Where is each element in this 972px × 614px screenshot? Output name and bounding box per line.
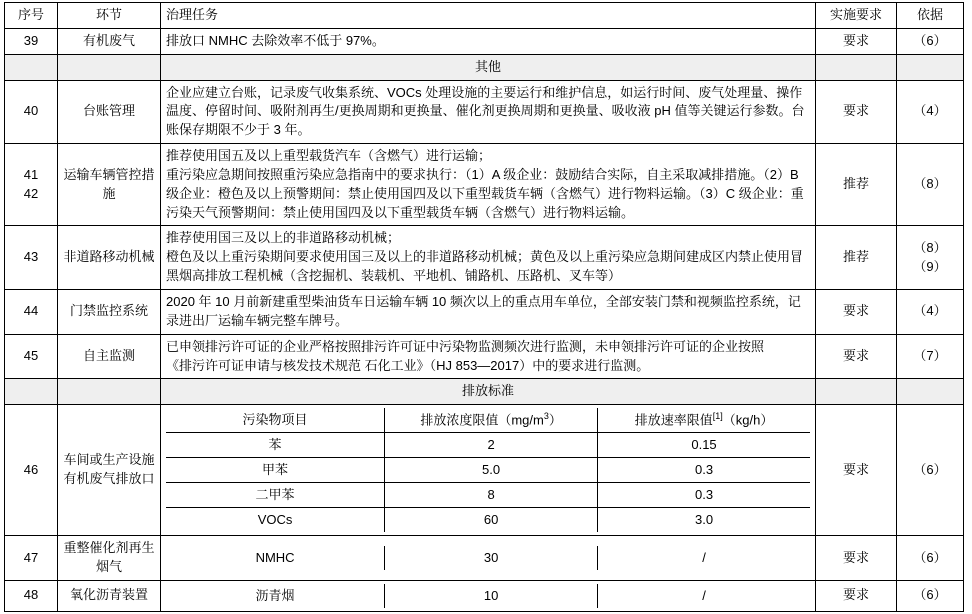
emission-row — [166, 483, 810, 508]
row-basis: （6） — [897, 405, 964, 536]
section-row — [5, 379, 964, 405]
emission-concentration: 60 — [385, 508, 598, 533]
emission-pollutant: NMHC — [166, 546, 385, 570]
emission-row — [166, 458, 810, 483]
row-basis: （6） — [897, 580, 964, 611]
governance-task-table — [4, 2, 964, 612]
row-task-line: 橙色及以上重污染期间要求使用国三及以上的非道路移动机械；黄色及以上重污染应急期间建成区内禁止使用冒黑烟高排放工程机械（含挖掘机、装载机、平地机、铺路机、压路机、叉车等） — [166, 249, 804, 284]
table-row — [5, 334, 964, 379]
row-task-line: 重污染应急期间按照重污染应急指南中的要求执行：（1）A 级企业：鼓励结合实际，自主采取减排措施。（2）B 级企业：橙色及以上预警期间：禁止使用国四及以下重型载货车辆（含燃气）进行物料运输。（3）C 级企业：重污染天气预警期间：禁止使用国四及以下重型载货车辆（含燃气）进行物料运输。 — [166, 166, 804, 220]
header-basis: 依据 — [897, 3, 964, 29]
row-stage: 自主监测 — [58, 334, 161, 379]
section-title: 排放标准 — [161, 379, 816, 405]
row-basis: （8） — [897, 144, 964, 226]
row-stage: 门禁监控系统 — [58, 289, 161, 334]
emission-standard-table-cell — [161, 405, 816, 536]
section-blank-requirement — [816, 54, 897, 80]
row-task: 2020 年 10 月前新建重型柴油货车日运输车辆 10 频次以上的重点用车单位，全部安装门禁和视频监控系统，记录进出厂运输车辆完整车牌号。 — [161, 289, 816, 334]
emission-value-table — [166, 584, 810, 608]
emission-header-rate-post: （kg/h） — [722, 412, 774, 428]
emission-header-row — [166, 408, 810, 433]
row-no: 47 — [5, 536, 58, 581]
emission-concentration: 2 — [385, 433, 598, 458]
row-task-line: 推荐使用国五及以上重型载货汽车（含燃气）进行运输； — [166, 148, 492, 164]
row-task-line: 推荐使用国三及以上的非道路移动机械； — [166, 230, 401, 246]
emission-header-rate — [598, 408, 810, 433]
header-task: 治理任务 — [161, 3, 816, 29]
row-requirement: 要求 — [816, 405, 897, 536]
table-row — [5, 289, 964, 334]
emission-rate: 0.3 — [598, 483, 810, 508]
row-stage: 有机废气 — [58, 28, 161, 54]
row-requirement: 推荐 — [816, 226, 897, 290]
emission-pollutant: 甲苯 — [166, 458, 385, 483]
emission-header-concentration — [385, 408, 598, 433]
row-basis-line: （8） — [913, 239, 947, 255]
section-blank-basis — [897, 379, 964, 405]
row-task-line: 已申领排污许可证的企业严格按照排污许可证中污染物监测频次进行监测，未申领排污许可证的企业按照 — [166, 338, 765, 354]
row-basis: （4） — [897, 80, 964, 144]
row-no: 48 — [5, 580, 58, 611]
row-task — [161, 334, 816, 379]
section-blank-stage — [58, 379, 161, 405]
emission-header-rate-pre: 排放速率限值 — [634, 412, 713, 428]
row-basis: （4） — [897, 289, 964, 334]
emission-header-concentration-sup: 3 — [543, 411, 549, 422]
emission-concentration: 10 — [385, 584, 598, 608]
row-stage: 车间或生产设施有机废气排放口 — [58, 405, 161, 536]
emission-pollutant: 苯 — [166, 433, 385, 458]
emission-concentration: 5.0 — [385, 458, 598, 483]
row-basis: （7） — [897, 334, 964, 379]
emission-pollutant: VOCs — [166, 508, 385, 533]
section-title: 其他 — [161, 54, 816, 80]
section-blank-no — [5, 379, 58, 405]
table-body — [5, 28, 964, 611]
row-requirement: 推荐 — [816, 144, 897, 226]
emission-row — [166, 584, 810, 608]
header-requirement: 实施要求 — [816, 3, 897, 29]
table-row — [5, 226, 964, 290]
table-row — [5, 80, 964, 144]
row-task-line: 《排污许可证申请与核发技术规范 石化工业》（HJ 853—2017）中的要求进行监测。 — [166, 357, 650, 373]
row-stage: 重整催化剂再生烟气 — [58, 536, 161, 581]
row-requirement: 要求 — [816, 536, 897, 581]
emission-row — [166, 508, 810, 533]
emission-header-concentration-pre: 排放浓度限值（mg/m — [420, 412, 544, 428]
row-no: 44 — [5, 289, 58, 334]
table-header-row — [5, 3, 964, 29]
table-row — [5, 28, 964, 54]
emission-pollutant: 二甲苯 — [166, 483, 385, 508]
document-page — [0, 2, 972, 614]
row-requirement: 要求 — [816, 289, 897, 334]
table-row — [5, 405, 964, 536]
row-no: 39 — [5, 28, 58, 54]
row-stage: 运输车辆管控措施 — [58, 144, 161, 226]
section-blank-stage — [58, 54, 161, 80]
row-no: 43 — [5, 226, 58, 290]
emission-standard-table — [166, 408, 810, 532]
row-no — [5, 144, 58, 226]
emission-rate: 0.3 — [598, 458, 810, 483]
table-header — [5, 3, 964, 29]
section-blank-requirement — [816, 379, 897, 405]
header-no: 序号 — [5, 3, 58, 29]
table-row — [5, 536, 964, 581]
emission-row — [166, 546, 810, 570]
row-basis: （6） — [897, 28, 964, 54]
row-basis-line: （9） — [913, 258, 947, 274]
emission-rate: / — [598, 584, 810, 608]
row-requirement: 要求 — [816, 28, 897, 54]
emission-value-table — [166, 546, 810, 570]
emission-concentration: 30 — [385, 546, 598, 570]
table-row — [5, 144, 964, 226]
emission-concentration: 8 — [385, 483, 598, 508]
section-blank-no — [5, 54, 58, 80]
emission-header-item: 污染物项目 — [166, 408, 385, 433]
row-stage: 非道路移动机械 — [58, 226, 161, 290]
row-stage: 台账管理 — [58, 80, 161, 144]
emission-value-cell — [161, 536, 816, 581]
emission-rate: 3.0 — [598, 508, 810, 533]
section-row — [5, 54, 964, 80]
emission-rate: 0.15 — [598, 433, 810, 458]
row-requirement: 要求 — [816, 580, 897, 611]
row-task — [161, 226, 816, 290]
header-stage: 环节 — [58, 3, 161, 29]
row-basis: （6） — [897, 536, 964, 581]
emission-rate: / — [598, 546, 810, 570]
row-no: 45 — [5, 334, 58, 379]
row-no-line: 41 — [23, 166, 39, 182]
emission-header-concentration-post: ） — [548, 412, 562, 428]
emission-pollutant: 沥青烟 — [166, 584, 385, 608]
row-no: 40 — [5, 80, 58, 144]
row-no: 46 — [5, 405, 58, 536]
row-no-line: 42 — [23, 185, 39, 201]
row-task: 排放口 NMHC 去除效率不低于 97%。 — [161, 28, 816, 54]
row-requirement: 要求 — [816, 334, 897, 379]
row-task: 企业应建立台账，记录废气收集系统、VOCs 处理设施的主要运行和维护信息，如运行时间、废气处理量、操作温度、停留时间、吸附剂再生/更换周期和更换量、催化剂更换周期和更换量、吸收液 pH 值等关键运行参数。台账保存期限不少于 3 年。 — [161, 80, 816, 144]
section-blank-basis — [897, 54, 964, 80]
row-requirement: 要求 — [816, 80, 897, 144]
emission-header-rate-sup: [1] — [712, 411, 723, 422]
row-basis — [897, 226, 964, 290]
emission-row — [166, 433, 810, 458]
emission-value-cell — [161, 580, 816, 611]
row-stage: 氧化沥青装置 — [58, 580, 161, 611]
table-row — [5, 580, 964, 611]
row-task — [161, 144, 816, 226]
